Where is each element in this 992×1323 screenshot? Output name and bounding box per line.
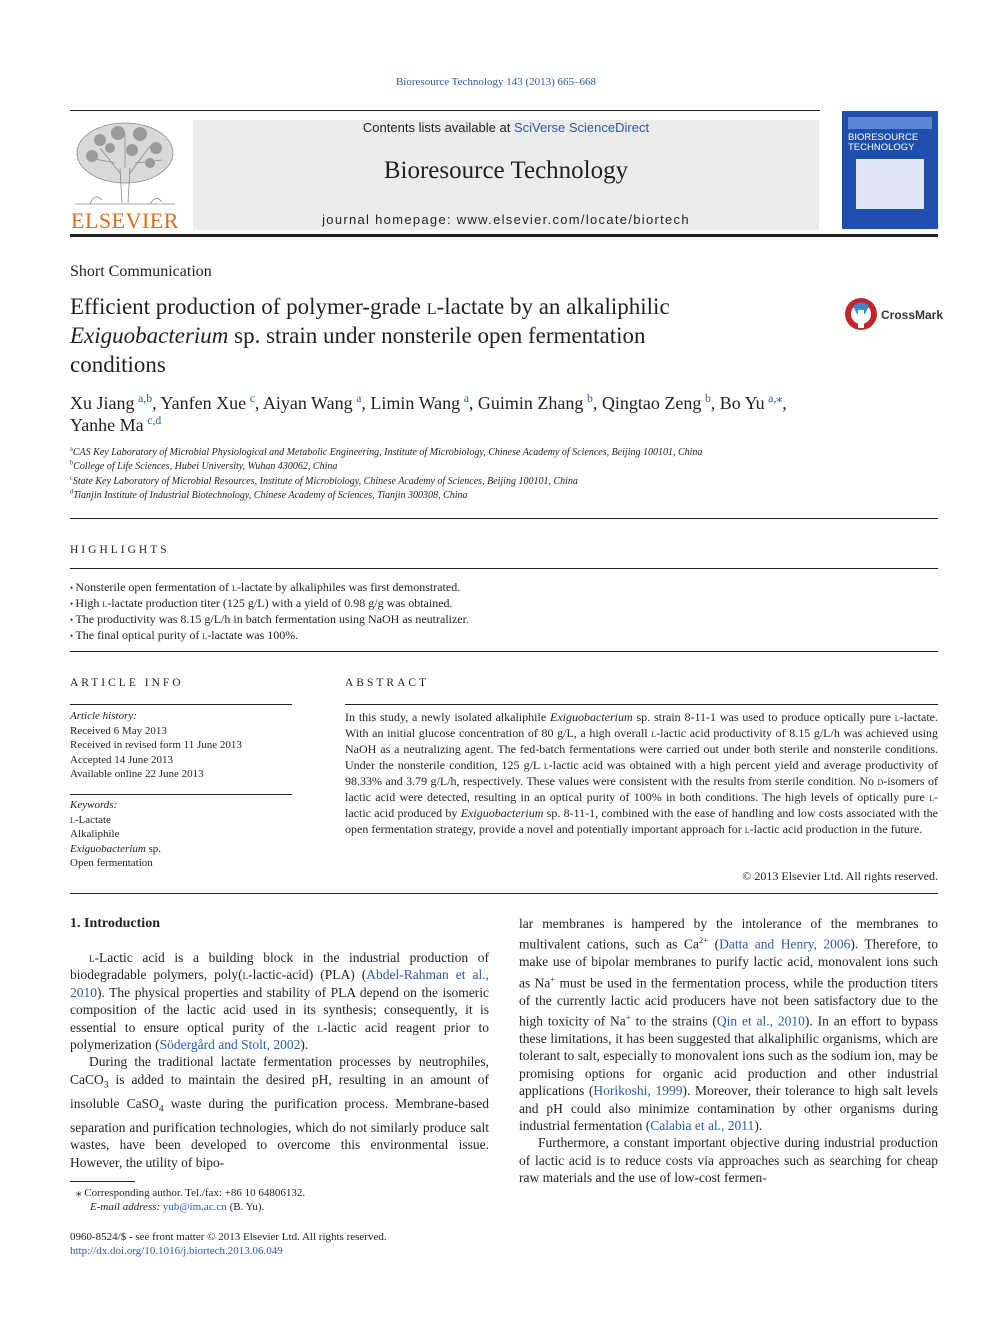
title-line-2	[70, 321, 810, 350]
article-type: Short Communication	[70, 263, 212, 280]
sciencedirect-link[interactable]: SciVerse ScienceDirect	[513, 120, 650, 135]
article-title	[70, 292, 810, 379]
author-name[interactable]: Qingtao Zeng	[601, 393, 702, 413]
affiliation-d	[70, 490, 467, 501]
keywords-block	[70, 798, 161, 871]
history-received: Received 6 May 2013	[70, 724, 167, 737]
title-line-2-rest: sp. strain under nonsterile open fermentation	[228, 323, 646, 348]
intro-paragraph-1: l-Lactic acid is a building block in the industrial production of biodegradable polymers, poly(l-lactic-acid) (PLA) (Abdel-Rahman et al., 2010). The physical properties and stability of PLA depend on the isomeric composition of the lactic acid used in its synthesis; consequently, it is essential to ensure optical purity of the l-lactic acid reagent prior to polymerization (Södergård and Stolt, 2002).	[70, 950, 489, 1053]
citation-calabia[interactable]: Calabia et al., 2011	[650, 1117, 755, 1133]
bullet-icon: •	[70, 615, 76, 625]
keyword-alkaliphile: Alkaliphile	[70, 828, 120, 840]
corresponding-author-note: ⁎ Corresponding author. Tel./fax: +86 10 64806132.	[76, 1187, 306, 1199]
email-suffix: (B. Yu).	[229, 1201, 265, 1213]
email-link[interactable]: yub@im.ac.cn	[162, 1201, 227, 1213]
affiliation-label: b	[70, 459, 74, 467]
email-note	[90, 1201, 264, 1213]
doi-link[interactable]: http://dx.doi.org/10.1016/j.biortech.2013.06.049	[70, 1245, 283, 1257]
body-column-right	[519, 915, 938, 1187]
author-name[interactable]: Yanhe Ma	[70, 415, 144, 435]
abstract-heading: ABSTRACT	[345, 677, 430, 689]
cover-band	[848, 117, 932, 129]
highlight-item: • High l-lactate production titer (125 g/L) with a yield of 0.98 g/g was obtained.	[70, 596, 453, 610]
affiliation-text: CAS Key Laboratory of Microbial Physiological and Metabolic Engineering, Institute of Microbiology, Chinese Academy of Sciences, Beijing 100101, China	[72, 447, 703, 458]
author-line	[70, 414, 930, 436]
abstract-copyright: © 2013 Elsevier Ltd. All rights reserved.	[742, 869, 938, 883]
affiliation-c	[70, 476, 578, 487]
body-column-left	[70, 949, 489, 1171]
article-info-heading: ARTICLE INFO	[70, 677, 184, 689]
author-name[interactable]: Yanfen Xue	[160, 393, 247, 413]
crossmark-icon	[843, 296, 879, 332]
citation-horikoshi[interactable]: Horikoshi, 1999	[593, 1083, 683, 1099]
author-affiliation-marker[interactable]: c	[249, 392, 255, 405]
footnote-rule	[70, 1181, 135, 1182]
affiliations-rule	[70, 518, 938, 519]
title-genus: Exiguobacterium	[70, 323, 229, 348]
affiliation-b	[70, 461, 337, 472]
cover-figure	[856, 159, 924, 209]
affiliation-label: a	[70, 445, 73, 453]
author-name[interactable]: Bo Yu	[719, 393, 765, 413]
elsevier-wordmark: ELSEVIER	[71, 208, 179, 233]
contents-prefix: Contents lists available at	[362, 120, 514, 135]
affiliation-label: c	[70, 474, 73, 482]
citation-sodergard[interactable]: Södergård and Stolt, 2002	[159, 1037, 301, 1053]
highlights-bottom-rule	[70, 651, 938, 652]
issn-line: 0960-8524/$ - see front matter © 2013 Elsevier Ltd. All rights reserved.	[70, 1231, 387, 1243]
bullet-icon: •	[70, 583, 76, 593]
author-affiliation-marker[interactable]: a	[463, 392, 469, 405]
author-name[interactable]: Limin Wang	[370, 393, 461, 413]
highlight-item: • The productivity was 8.15 g/L/h in batch fermentation using NaOH as neutralizer.	[70, 612, 469, 626]
highlights-top-rule	[70, 568, 938, 569]
history-label: Article history:	[70, 710, 137, 722]
author-name[interactable]: Guimin Zhang	[477, 393, 584, 413]
author-affiliation-marker[interactable]: b	[587, 392, 593, 405]
abstract-body: In this study, a newly isolated alkaliphile Exiguobacterium sp. strain 8-11-1 was used to produce optically pure l-lactate. With an initial glucose concentration of 80 g/L, a high overall l-lactic acid productivity of 8.15 g/L/h was achieved using NaOH as a neutralizing agent. The fed-batch fermentations were carried out under both sterile and nonsterile conditions. Under the nonsterile condition, 125 g/L l-lactic acid was obtained with a high percent yield and average productivity of 98.33% and 3.79 g/L/h, respectively. These values were consistent with the results from sterile condition. No d-isomers of lactic acid were detected, resulting in an optical purity of 100% in both conditions. The high levels of optically pure l-lactic acid produced by Exiguobacterium sp. 8-11-1, combined with the ease of handling and low costs associated with the open fermentation strategy, provide a novel and potentially important approach for l-lactic acid production in the future.	[345, 710, 938, 836]
introduction-heading: 1. Introduction	[70, 916, 160, 931]
affiliation-a	[70, 447, 702, 458]
highlights-heading: HIGHLIGHTS	[70, 544, 170, 556]
author-affiliation-marker[interactable]: b	[704, 392, 711, 405]
bullet-icon: •	[70, 599, 76, 609]
author-line: Xu Jiang $^{a,b}$, Yanfen Xue $^c$, Aiyan Wang $^a$, Limin Wang $^a$, Guimin Zhang $^b$, Qingtao Zeng $^b$, Bo Yu $^{a,⁎}$,	[70, 392, 787, 413]
author-affiliation-marker[interactable]: c,d	[147, 414, 162, 427]
abstract-bottom-rule	[70, 893, 938, 894]
author-name[interactable]: Xu Jiang	[70, 393, 135, 413]
author-affiliation-marker[interactable]: a,b	[138, 392, 153, 405]
intro-paragraph-2: During the traditional lactate fermentation processes by neutrophiles, CaCO$_3$ is added to maintain the desired pH, resulting in an amount of insoluble CaSO$_4$ waste during the purification process. Membrane-based separation and purification technologies, which do not similarly produce salt wastes, have been developed to overcome this environmental issue. However, the utility of bipo-	[70, 1054, 489, 1170]
citation-abdel-rahman[interactable]: Abdel-Rahman et al., 2010	[70, 967, 489, 1000]
email-label: E-mail address:	[90, 1201, 161, 1213]
title-line-1: Efficient production of polymer-grade l-lactate by an alkaliphilic	[70, 294, 670, 319]
affiliation-label: d	[70, 488, 74, 496]
keyword-exiguobacterium: Exiguobacterium sp.	[70, 842, 162, 855]
affiliation-text: State Key Laboratory of Microbial Resources, Institute of Microbiology, Chinese Academy of Sciences, Beijing 100101, China	[72, 476, 578, 487]
intro-paragraph-3: lar membranes is hampered by the intolerance of the membranes to multivalent cations, such as $Ca^{2+}$ (Datta and Henry, 2006). Therefore, to make use of bipolar membranes to purify lactic acid, monovalent ions such as Na+ must be used in the fermentation process, while the production titers of the currently lactic acid producers have not been satisfactory due to the high toxicity of Na+ to the strains (Qin et al., 2010). In an effort to bypass these limitations, it has been suggested that alkaliphilic organisms, which are tolerant to salt, especially to monovalent ions such as the sodium ion, may be promising options for organic acid production and other industrial applications (Horikoshi, 1999). Moreover, their tolerance to high salt levels and pH could also minimize contamination by other organisms during industrial fermentation (Calabia et al., 2011).	[519, 916, 938, 1133]
header-top-rule	[70, 110, 820, 111]
citation-datta[interactable]: Datta and Henry, 2006	[719, 936, 851, 952]
cover-title-line1: BIORESOURCE	[848, 132, 919, 143]
keyword-lactate: l-Lactate	[70, 813, 111, 826]
crossmark-label: CrossMark	[881, 308, 944, 322]
cover-title-line2: TECHNOLOGY	[848, 142, 915, 153]
cover-title	[848, 133, 934, 153]
intro-paragraph-4: Furthermore, a constant important objective during industrial production of lactic acid is to reduce costs via approaches such as searching for cheap raw materials and the use of low-cost fermen-	[519, 1135, 938, 1186]
crossmark-badge[interactable]	[843, 296, 943, 334]
affiliation-text: College of Life Sciences, Hubei University, Wuhan 430062, China	[73, 461, 338, 472]
article-history	[70, 709, 242, 782]
header-bottom-rule	[70, 234, 938, 237]
author-affiliation-marker[interactable]: a	[356, 392, 362, 405]
history-online: Available online 22 June 2013	[70, 768, 204, 780]
title-line-3: conditions	[70, 352, 166, 377]
highlight-item: • The final optical purity of l-lactate was 100%.	[70, 628, 299, 642]
journal-name: Bioresource Technology	[383, 157, 629, 184]
abstract-rule	[345, 704, 938, 705]
author-affiliation-marker[interactable]: a,⁎	[768, 392, 783, 405]
journal-cover-thumbnail[interactable]	[842, 111, 938, 229]
keywords-label: Keywords:	[70, 799, 118, 811]
highlight-item: • Nonsterile open fermentation of l-lactate by alkaliphiles was first demonstrated.	[70, 580, 461, 594]
history-accepted: Accepted 14 June 2013	[70, 753, 173, 766]
elsevier-tree-logo	[70, 118, 180, 210]
keywords-rule	[70, 794, 292, 795]
article-info-rule	[70, 704, 292, 705]
journal-homepage[interactable]: journal homepage: www.elsevier.com/locate/biortech	[322, 212, 690, 227]
contents-line	[193, 120, 819, 135]
history-revised: Received in revised form 11 June 2013	[70, 739, 242, 751]
journal-reference[interactable]: Bioresource Technology 143 (2013) 665–668	[395, 76, 597, 88]
affiliation-text: Tianjin Institute of Industrial Biotechnology, Chinese Academy of Sciences, Tianjin 300308, China	[73, 490, 468, 501]
keyword-open-fermentation: Open fermentation	[70, 857, 153, 869]
author-list	[70, 392, 930, 436]
bullet-icon: •	[70, 631, 76, 641]
citation-qin[interactable]: Qin et al., 2010	[716, 1013, 805, 1029]
author-name[interactable]: Aiyan Wang	[262, 393, 353, 413]
